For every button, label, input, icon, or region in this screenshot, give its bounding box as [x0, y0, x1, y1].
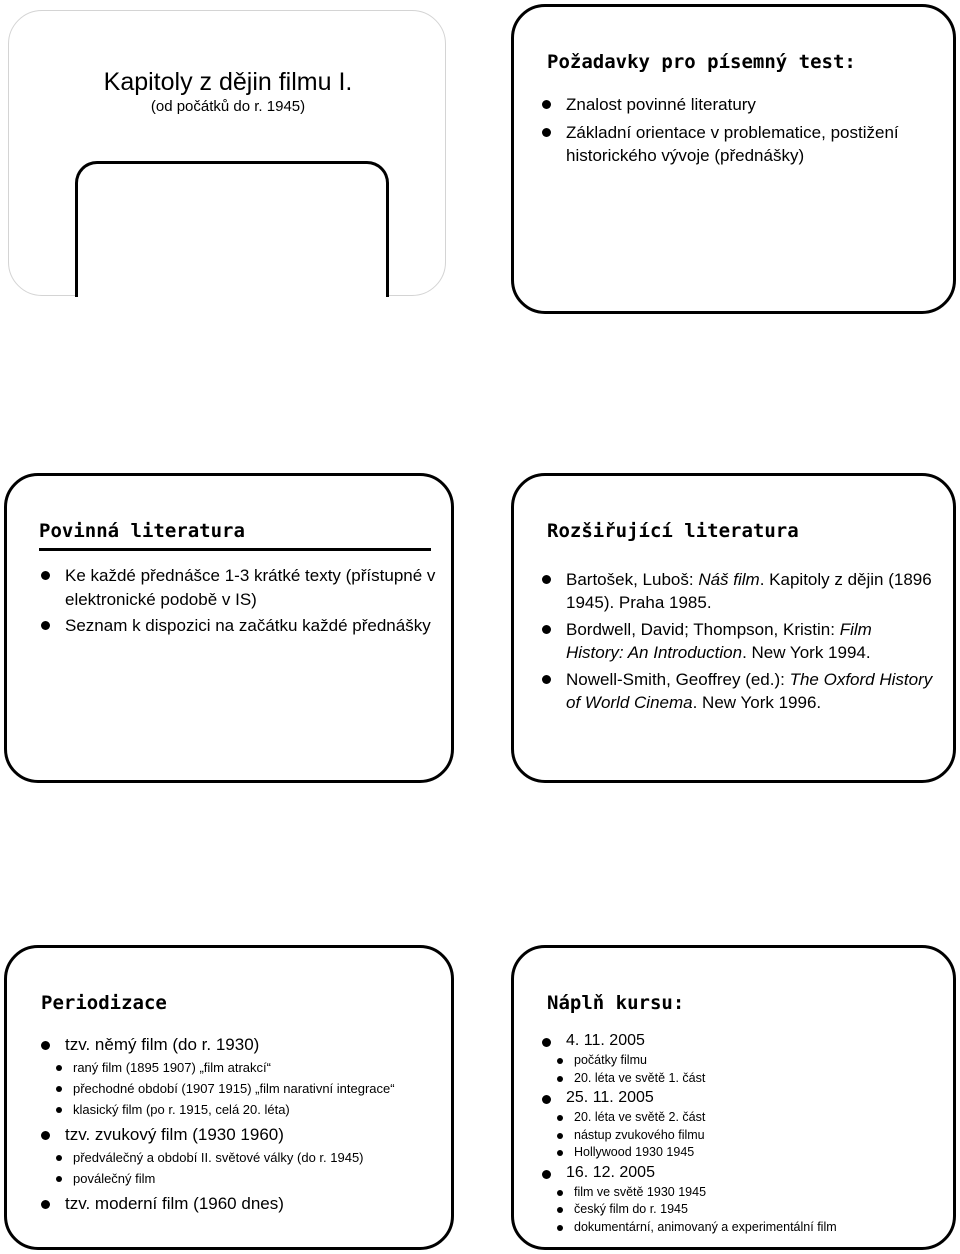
sub-list-item: raný film (1895 1907) „film atrakcí“: [37, 1060, 433, 1076]
list-item: Ke každé přednášce 1-3 krátké texty (přístupné v elektronické podobě v IS): [37, 564, 437, 611]
list-item: tzv. němý film (do r. 1930): [37, 1034, 433, 1055]
slide-title: Požadavky pro písemný test:: [547, 51, 856, 73]
sub-list-item: český film do r. 1945: [538, 1202, 938, 1218]
sub-list-item: 20. léta ve světě 2. část: [538, 1110, 938, 1126]
sub-list-item: 20. léta ve světě 1. část: [538, 1071, 938, 1087]
list-item: Základní orientace v problematice, postižení historického vývoje (přednášky): [538, 121, 938, 168]
book-author: Nowell-Smith, Geoffrey (ed.):: [566, 670, 790, 689]
list-item: [538, 618, 934, 664]
bullet-list: [538, 1031, 938, 1235]
sub-list-item: nástup zvukového filmu: [538, 1128, 938, 1144]
title-underline: [39, 548, 431, 551]
sub-list-item: předválečný a období II. světové války (do r. 1945): [37, 1150, 433, 1166]
slide-title: Povinná literatura: [39, 520, 245, 542]
book-author: Bartošek, Luboš:: [566, 570, 699, 589]
slide-title: Periodizace: [41, 992, 167, 1014]
slide-title: Náplň kursu:: [547, 992, 685, 1014]
slide-course-content: [511, 945, 956, 1250]
book-title: Náš film: [698, 570, 760, 589]
sub-list-item: Hollywood 1930 1945: [538, 1145, 938, 1161]
book-title: Film History: An Introduction: [566, 620, 872, 662]
book-details: . New York 1994.: [742, 643, 871, 662]
list-item: 16. 12. 2005: [538, 1163, 938, 1183]
sub-list-item: přechodné období (1907 1915) „film narativní integrace“: [37, 1081, 433, 1097]
book-details: . New York 1996.: [692, 693, 822, 712]
list-item: 4. 11. 2005: [538, 1031, 938, 1051]
list-item: Seznam k dispozici na začátku každé přednášky: [37, 614, 437, 638]
bullet-list: [37, 1034, 433, 1214]
list-item: tzv. moderní film (1960 dnes): [37, 1193, 433, 1214]
slide-placeholder-box: [75, 161, 389, 297]
book-title: The Oxford History of World Cinema: [566, 670, 933, 712]
bullet-list: [37, 564, 437, 638]
slide-title: Rozšiřující literatura: [547, 520, 799, 542]
slide-title-card: [8, 10, 446, 296]
list-item: tzv. zvukový film (1930 1960): [37, 1124, 433, 1145]
sub-list-item: film ve světě 1930 1945: [538, 1185, 938, 1201]
sub-list-item: poválečný film: [37, 1171, 433, 1187]
bullet-list: [538, 93, 938, 168]
sub-list-item: dokumentární, animovaný a experimentální film: [538, 1220, 938, 1236]
book-details: . Kapitoly z dějin (1896 1945). Praha 1985.: [566, 570, 932, 612]
sub-list-item: počátky filmu: [538, 1053, 938, 1069]
slide-periodization: [4, 945, 454, 1250]
course-subtitle: (od počátků do r. 1945): [150, 98, 306, 115]
course-title-block: [9, 67, 447, 117]
slide-extended-literature: [511, 473, 956, 783]
course-title: Kapitoly z dějin filmu I.: [103, 68, 353, 96]
slide-required-literature: [4, 473, 454, 783]
list-item: [538, 568, 934, 614]
sub-list-item: klasický film (po r. 1915, celá 20. léta): [37, 1102, 433, 1118]
list-item: Znalost povinné literatury: [538, 93, 938, 117]
bullet-list: [538, 564, 934, 714]
slide-test-requirements: [511, 4, 956, 314]
list-item: [538, 668, 934, 714]
list-item: 25. 11. 2005: [538, 1088, 938, 1108]
book-author: Bordwell, David; Thompson, Kristin:: [566, 620, 840, 639]
